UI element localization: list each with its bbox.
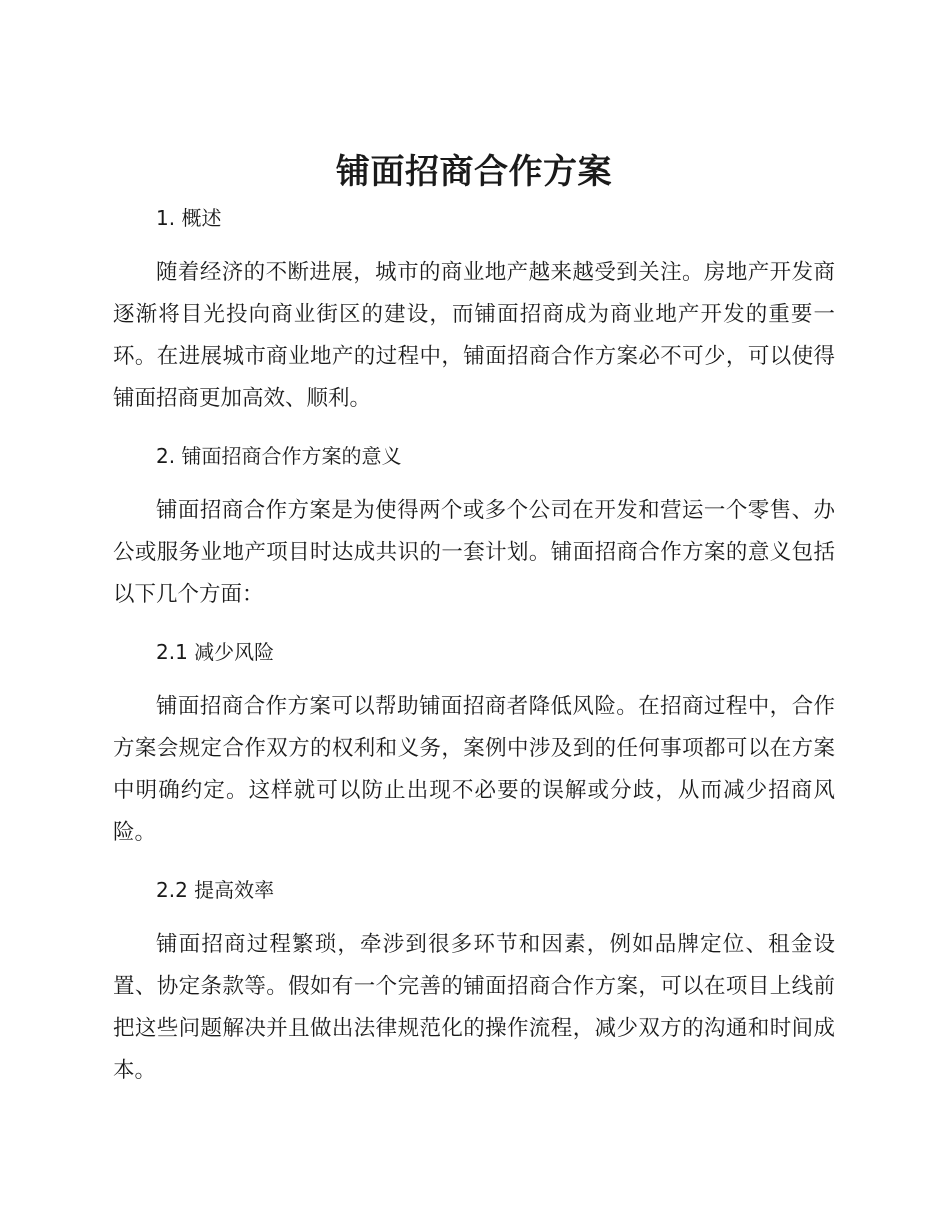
section-paragraph: 随着经济的不断进展，城市的商业地产越来越受到关注。房地产开发商逐渐将目光投向商业街区的建设，而铺面招商成为商业地产开发的重要一环。在进展城市商业地产的过程中，铺面招商合作方案必不可少，可以使得铺面招商更加高效、顺利。 (113, 260, 835, 411)
section-improve-efficiency (113, 876, 835, 1092)
section-heading: 2.2 提高效率 (156, 878, 275, 902)
section-heading: 1. 概述 (156, 206, 222, 230)
section-heading: 2. 铺面招商合作方案的意义 (156, 444, 402, 468)
section-reduce-risk (113, 638, 835, 854)
document-title: 铺面招商合作方案 (336, 152, 612, 192)
document-body (113, 150, 835, 1114)
section-overview (113, 204, 835, 420)
section-heading: 2.1 减少风险 (156, 640, 275, 664)
section-paragraph: 铺面招商过程繁琐，牵涉到很多环节和因素，例如品牌定位、租金设置、协定条款等。假如有一个完善的铺面招商合作方案，可以在项目上线前把这些问题解决并且做出法律规范化的操作流程，减少双方的沟通和时间成本。 (113, 932, 835, 1083)
section-significance (113, 442, 835, 616)
section-paragraph: 铺面招商合作方案是为使得两个或多个公司在开发和营运一个零售、办公或服务业地产项目时达成共识的一套计划。铺面招商合作方案的意义包括以下几个方面： (113, 498, 835, 607)
section-paragraph: 铺面招商合作方案可以帮助铺面招商者降低风险。在招商过程中，合作方案会规定合作双方的权利和义务，案例中涉及到的任何事项都可以在方案中明确约定。这样就可以防止出现不必要的误解或分歧，从而减少招商风险。 (113, 694, 835, 845)
